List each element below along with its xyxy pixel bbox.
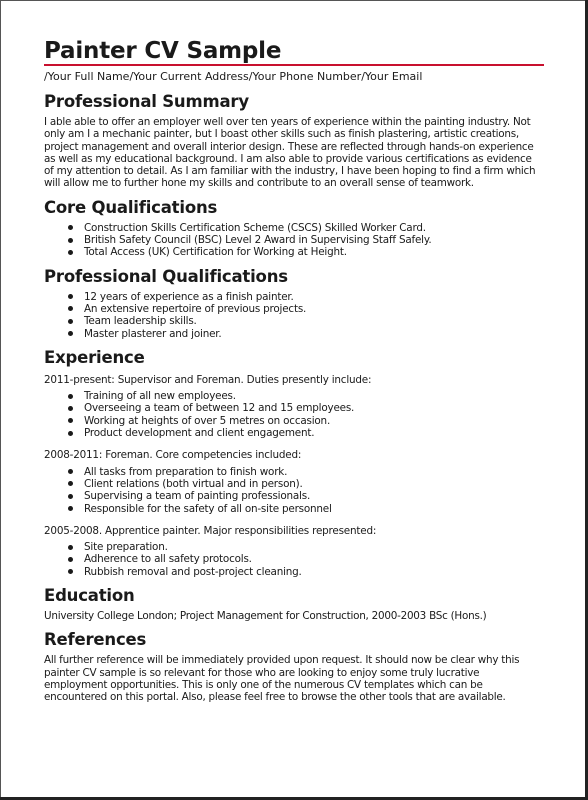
list-item: Total Access (UK) Certification for Working at Height. — [84, 246, 544, 258]
job-duties-list — [44, 390, 544, 439]
section-heading: Professional Qualifications — [44, 266, 288, 286]
section-heading: References — [44, 630, 147, 650]
section-heading: Professional Summary — [44, 92, 249, 111]
section-heading: Experience — [44, 347, 145, 367]
section-heading: Core Qualifications — [44, 197, 218, 217]
list-item: Product development and client engagement. — [84, 427, 544, 439]
job-entry — [44, 374, 544, 439]
job-title-line: 2005-2008. Apprentice painter. Major responsibilities represented: — [44, 524, 377, 537]
section-professional-summary — [44, 92, 544, 190]
summary-text: I able able to offer an employer well over ten years of experience within the painting industry. Not only am I a mechanic painter, but I boast other skills such as finish plastering, artistic creations, project management and overall interior design. These are reflected through hands-on experience as well as my educational background. I am also able to provide various certifications as evidence of my attention to detail. As I am familiar with the industry, I have been hoping to find a firm which will allow me to further hone my skills and contribute to an overall sense of teamwork. — [44, 116, 536, 190]
cv-document — [44, 36, 544, 704]
list-item: Rubbish removal and post-project cleaning. — [84, 566, 544, 578]
list-item: An extensive repertoire of previous projects. — [84, 303, 544, 315]
list-item: British Safety Council (BSC) Level 2 Award in Supervising Staff Safely. — [84, 234, 544, 246]
list-item: Supervising a team of painting professionals. — [84, 490, 544, 502]
section-core-qualifications — [44, 198, 544, 259]
list-item: Adherence to all safety protocols. — [84, 553, 544, 565]
list-item: Training of all new employees. — [84, 390, 544, 402]
list-item: 12 years of experience as a finish painter. — [84, 291, 544, 303]
education-text: University College London; Project Management for Construction, 2000-2003 BSc (Hons.) — [44, 610, 487, 623]
list-item: Overseeing a team of between 12 and 15 employees. — [84, 402, 544, 414]
references-text: All further reference will be immediately provided upon request. It should now be clear why this painter CV sample is so relevant for those who are looking to enjoy some truly lucrative employment opportunities. This is only one of the numerous CV templates which can be encountered on this portal. Also, please feel free to browse the other tools that are available. — [44, 654, 520, 704]
section-experience — [44, 348, 544, 578]
list-item: Site preparation. — [84, 541, 544, 553]
list-item: Team leadership skills. — [84, 315, 544, 327]
job-duties-list — [44, 541, 544, 578]
page-title: Painter CV Sample — [44, 38, 282, 64]
list-item: Responsible for the safety of all on-site personnel — [84, 503, 544, 515]
professional-qualifications-list — [44, 291, 544, 340]
list-item: Master plasterer and joiner. — [84, 328, 544, 340]
list-item: Client relations (both virtual and in person). — [84, 478, 544, 490]
section-references — [44, 630, 544, 703]
job-title-line: 2008-2011: Foreman. Core competencies included: — [44, 449, 302, 462]
list-item: Construction Skills Certification Scheme (CSCS) Skilled Worker Card. — [84, 222, 544, 234]
list-item: Working at heights of over 5 metres on occasion. — [84, 415, 544, 427]
list-item: All tasks from preparation to finish work. — [84, 466, 544, 478]
job-entry — [44, 449, 544, 514]
section-professional-qualifications — [44, 267, 544, 340]
contact-line: /Your Full Name/Your Current Address/Your Phone Number/Your Email — [44, 70, 423, 83]
job-entry — [44, 525, 544, 578]
section-education — [44, 586, 544, 622]
job-title-line: 2011-present: Supervisor and Foreman. Duties presently include: — [44, 373, 372, 386]
core-qualifications-list — [44, 222, 544, 259]
section-heading: Education — [44, 586, 135, 606]
job-duties-list — [44, 466, 544, 515]
